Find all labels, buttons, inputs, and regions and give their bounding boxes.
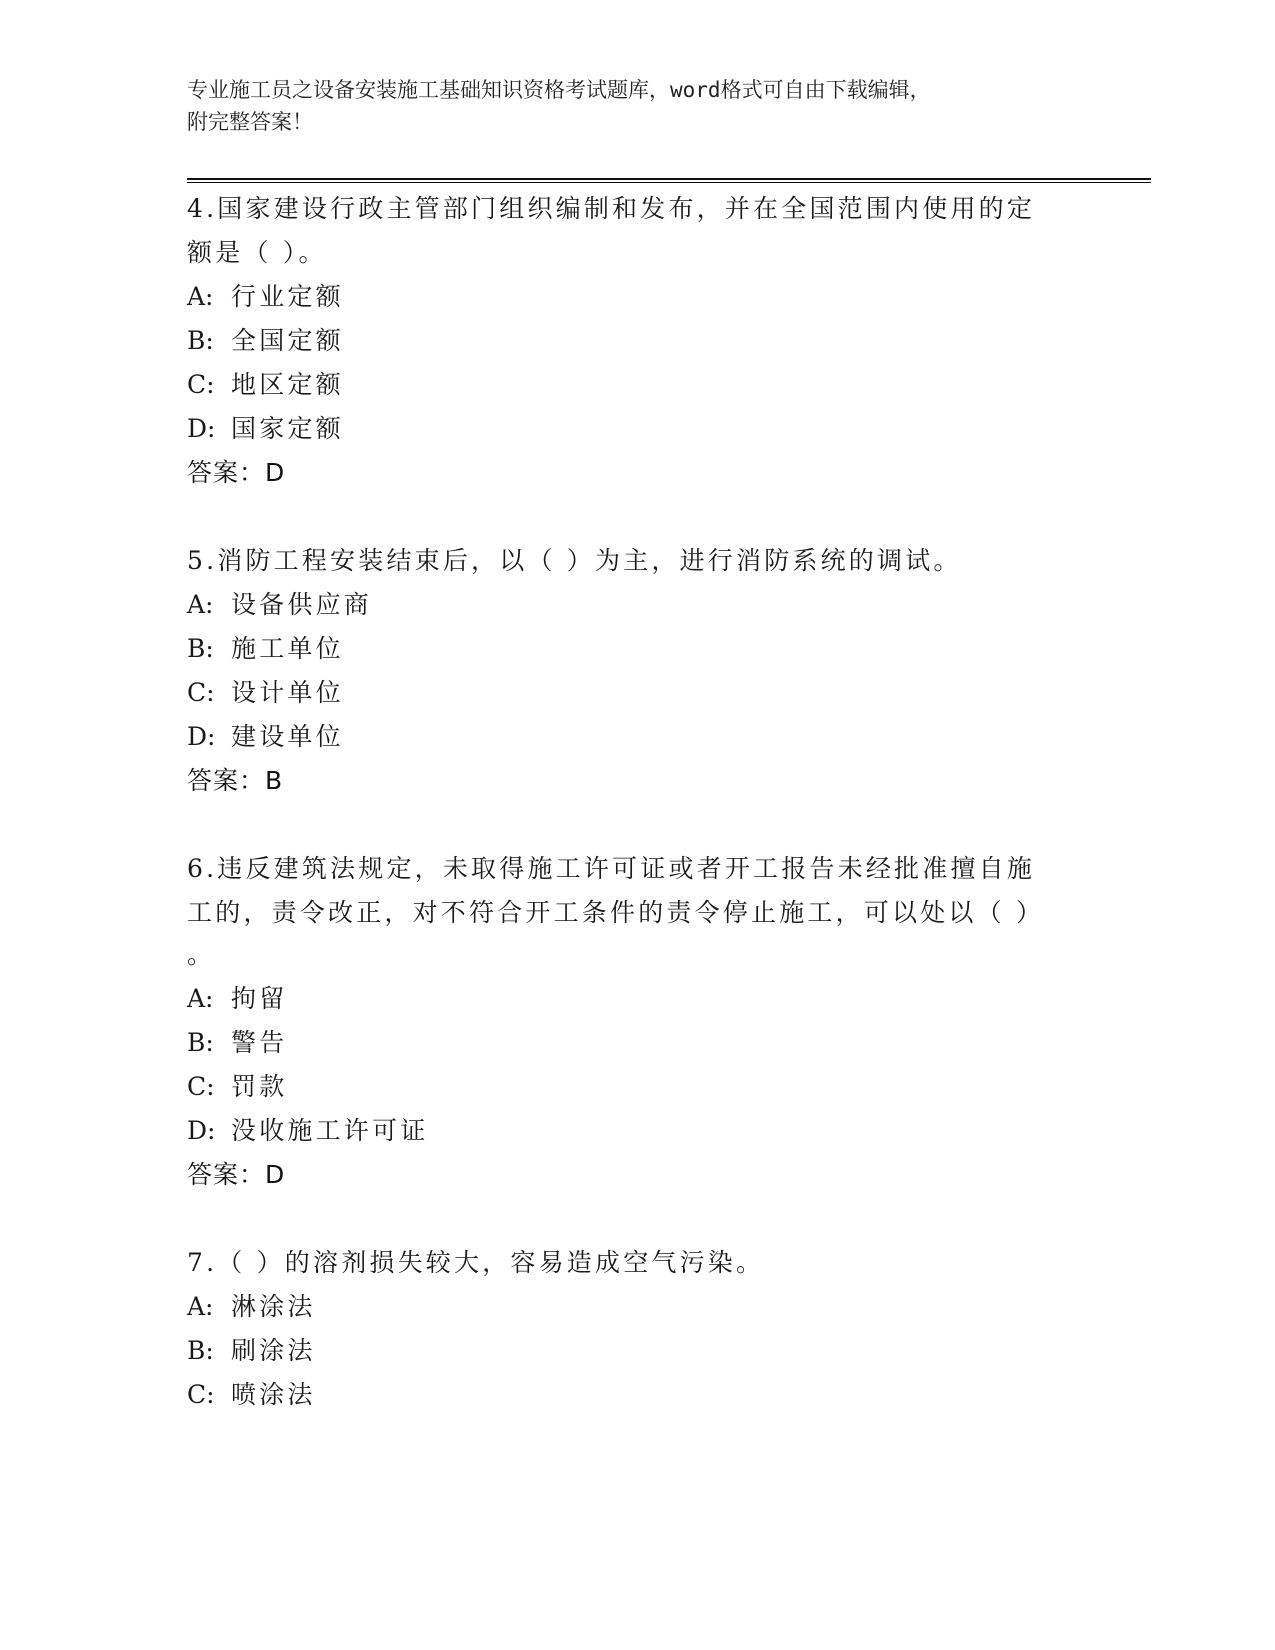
option-key: A: (187, 282, 214, 311)
question-7-option-a (187, 1287, 316, 1323)
option-key: D: (187, 1116, 216, 1145)
option-key: D: (187, 722, 216, 751)
header-line-2: 附完整答案！ (187, 110, 313, 134)
question-5-option-a (187, 585, 372, 621)
question-5-option-d (187, 717, 344, 753)
option-text: 施工单位 (231, 634, 344, 663)
question-4-stem-line-2: 额是（ ）。 (187, 238, 327, 267)
option-text: 建设单位 (231, 722, 344, 751)
option-key: A: (187, 984, 214, 1013)
question-4-stem-line-1: 4.国家建设行政主管部门组织编制和发布，并在全国范围内使用的定 (187, 194, 1036, 223)
question-4-answer: 答案：D (187, 458, 286, 487)
option-text: 没收施工许可证 (231, 1116, 429, 1145)
question-6-stem-line-1: 6.违反建筑法规定，未取得施工许可证或者开工报告未经批准擅自施 (187, 854, 1036, 883)
option-key: C: (187, 1072, 215, 1101)
option-text: 设计单位 (231, 678, 344, 707)
option-text: 淋涂法 (231, 1292, 316, 1321)
option-key: A: (187, 590, 214, 619)
option-key: B: (187, 326, 214, 355)
option-text: 罚款 (231, 1072, 288, 1101)
option-key: B: (187, 634, 214, 663)
question-5-option-b (187, 629, 344, 665)
header-divider (187, 178, 1151, 183)
question-6-option-b (187, 1023, 287, 1059)
question-6-answer: 答案：D (187, 1160, 286, 1189)
question-7-option-c (187, 1375, 316, 1411)
option-key: C: (187, 678, 215, 707)
question-4-option-c (187, 365, 344, 401)
question-6-stem-line-3: 。 (187, 940, 216, 969)
question-4-option-b (187, 321, 344, 357)
option-text: 警告 (231, 1028, 288, 1057)
option-text: 全国定额 (231, 326, 344, 355)
question-4-option-d (187, 409, 344, 445)
question-6-option-a (187, 979, 287, 1015)
option-text: 刷涂法 (231, 1336, 316, 1365)
option-key: C: (187, 1380, 215, 1409)
option-text: 设备供应商 (231, 590, 373, 619)
question-5-stem-line-1: 5.消防工程安装结束后，以（ ）为主，进行消防系统的调试。 (187, 546, 962, 575)
option-text: 拘留 (231, 984, 288, 1013)
option-key: B: (187, 1336, 214, 1365)
option-text: 行业定额 (231, 282, 344, 311)
question-5-option-c (187, 673, 344, 709)
question-6-option-c (187, 1067, 287, 1103)
question-5-answer: 答案：B (187, 766, 284, 795)
option-key: D: (187, 414, 216, 443)
option-text: 喷涂法 (231, 1380, 316, 1409)
option-key: C: (187, 370, 215, 399)
option-key: B: (187, 1028, 214, 1057)
option-key: A: (187, 1292, 214, 1321)
question-7-stem-line-1: 7.（ ）的溶剂损失较大，容易造成空气污染。 (187, 1248, 765, 1277)
question-6-stem-line-2: 工的，责令改正，对不符合开工条件的责令停止施工，可以处以（ ） (187, 898, 1045, 927)
question-4-option-a (187, 277, 344, 313)
header-line-1: 专业施工员之设备安装施工基础知识资格考试题库，word格式可自由下载编辑， (187, 78, 931, 102)
question-7-option-b (187, 1331, 316, 1367)
option-text: 国家定额 (231, 414, 344, 443)
option-text: 地区定额 (231, 370, 344, 399)
document-header (187, 74, 1067, 138)
question-6-option-d (187, 1111, 428, 1147)
